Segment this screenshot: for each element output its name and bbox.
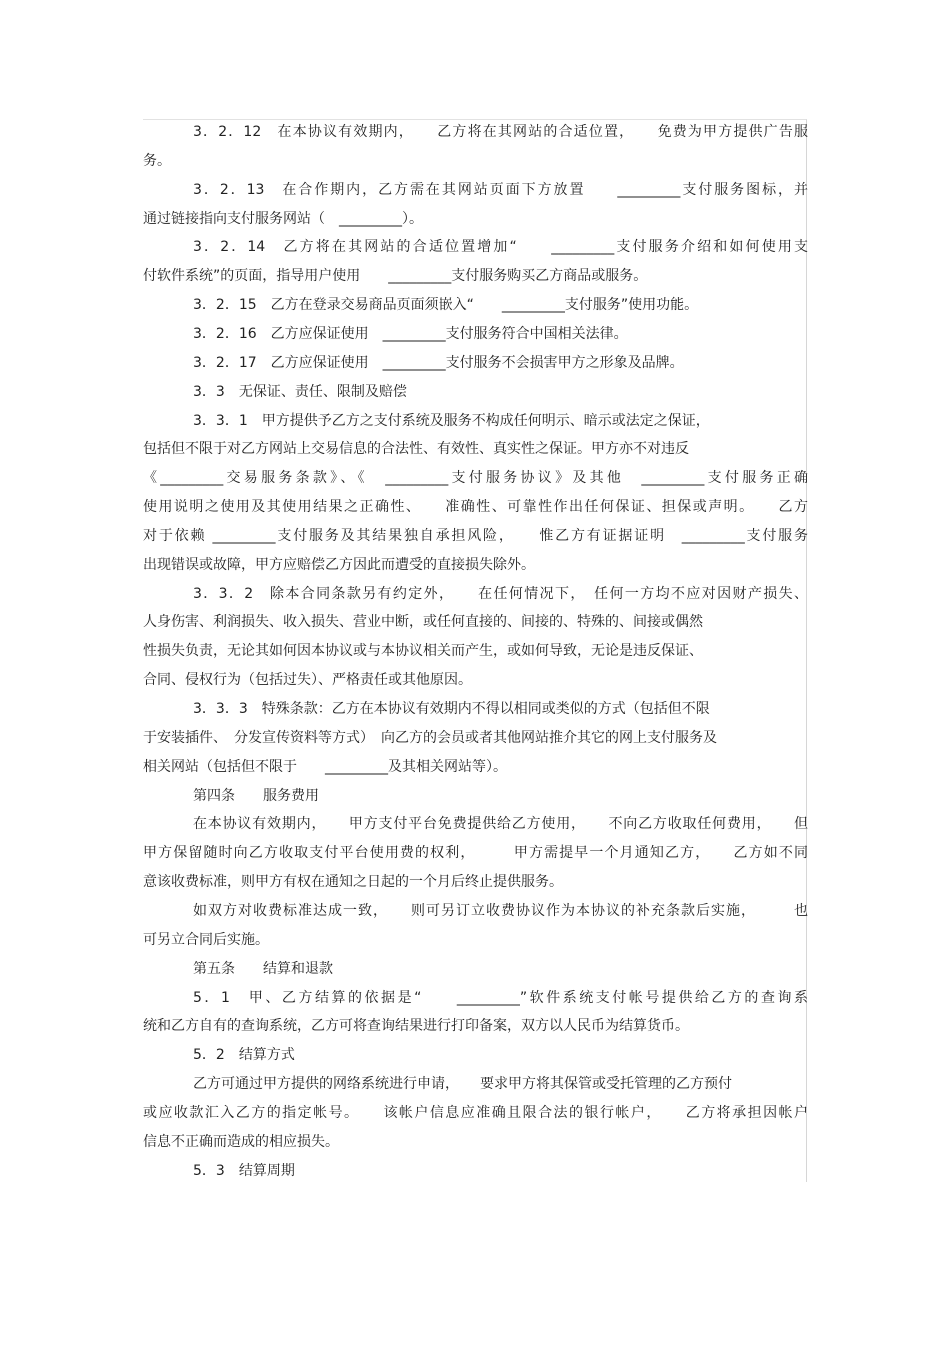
text-line: 可另立合同后实施。 [143, 932, 269, 948]
text-line: 5．1 甲、乙方结算的依据是“ _________”软件系统支付帐号提供给乙方的查询系 [193, 990, 808, 1006]
text-line: 信息不正确而造成的相应损失。 [143, 1134, 339, 1150]
text-line: 通过链接指向支付服务网站（ _________）。 [143, 211, 423, 227]
text-line: 第五条 结算和退款 [193, 961, 333, 977]
text-line: 乙方可通过甲方提供的网络系统进行申请， 要求甲方将其保管或受托管理的乙方预付 [193, 1076, 732, 1092]
text-line: 5．2 结算方式 [193, 1047, 295, 1063]
text-line: 出现错误或故障，甲方应赔偿乙方因此而遭受的直接损失除外。 [143, 557, 535, 573]
text-line: 3．3．1 甲方提供予乙方之支付系统及服务不构成任何明示、暗示或法定之保证， [193, 413, 710, 429]
text-line: 如双方对收费标准达成一致， 则可另订立收费协议作为本协议的补充条款后实施， 也 [193, 903, 808, 919]
text-line: 3．3．3 特殊条款：乙方在本协议有效期内不得以相同或类似的方式（包括但不限 [193, 701, 710, 717]
text-line: 甲方保留随时向乙方收取支付平台使用费的权利， 甲方需提早一个月通知乙方， 乙方如不同 [143, 845, 808, 861]
text-line: 或应收款汇入乙方的指定帐号。 该帐户信息应准确且限合法的银行帐户， 乙方将承担因帐户 [143, 1105, 808, 1121]
text-line: 统和乙方自有的查询系统，乙方可将查询结果进行打印备案，双方以人民币为结算货币。 [143, 1018, 689, 1034]
text-line: 对于依赖 _________支付服务及其结果独自承担风险， 惟乙方有证据证明 _________支付服务 [143, 528, 808, 544]
text-line: 人身伤害、利润损失、收入损失、营业中断，或任何直接的、间接的、特殊的、间接或偶然 [143, 614, 703, 630]
text-line: 《_________交易服务条款》、《 _________支付服务协议》及其他 _________支付服务正确 [143, 470, 808, 486]
text-line: 第四条 服务费用 [193, 788, 319, 804]
text-line: 3．2．12 在本协议有效期内， 乙方将在其网站的合适位置， 免费为甲方提供广告服 [193, 124, 808, 140]
text-line: 3．2．15 乙方在登录交易商品页面须嵌入“ _________支付服务”使用功能。 [193, 297, 699, 313]
text-line: 相关网站（包括但不限于 _________及其相关网站等）。 [143, 759, 507, 775]
text-line: 3．3．2 除本合同条款另有约定外， 在任何情况下， 任何一方均不应对因财产损失、 [193, 586, 808, 602]
text-line: 3．2．16 乙方应保证使用 _________支付服务符合中国相关法律。 [193, 326, 628, 342]
text-line: 使用说明之使用及其使用结果之正确性、 准确性、可靠性作出任何保证、担保或声明。 乙方 [143, 499, 808, 515]
text-line: 包括但不限于对乙方网站上交易信息的合法性、有效性、真实性之保证。甲方亦不对违反 [143, 441, 689, 457]
text-line: 5．3 结算周期 [193, 1163, 295, 1179]
text-line: 3．2．13 在合作期内，乙方需在其网站页面下方放置 _________支付服务图标，并 [193, 182, 808, 198]
text-line: 3．2．17 乙方应保证使用 _________支付服务不会损害甲方之形象及品牌。 [193, 355, 684, 371]
text-line: 意该收费标准，则甲方有权在通知之日起的一个月后终止提供服务。 [143, 874, 563, 890]
text-line: 3．3 无保证、责任、限制及赔偿 [193, 384, 407, 400]
text-line: 付软件系统”的页面，指导用户使用 _________支付服务购买乙方商品或服务。 [143, 268, 648, 284]
text-line: 在本协议有效期内， 甲方支付平台免费提供给乙方使用， 不向乙方收取任何费用， 但 [193, 816, 808, 832]
text-line: 务。 [143, 153, 171, 169]
text-line: 合同、侵权行为（包括过失）、严格责任或其他原因。 [143, 672, 472, 688]
text-line: 性损失负责，无论其如何因本协议或与本协议相关而产生，或如何导致，无论是违反保证、 [143, 643, 703, 659]
text-line: 于安装插件、 分发宣传资料等方式） 向乙方的会员或者其他网站推介其它的网上支付服务及 [143, 730, 717, 746]
text-line: 3．2．14 乙方将在其网站的合适位置增加“ _________支付服务介绍和如何使用支 [193, 239, 808, 255]
